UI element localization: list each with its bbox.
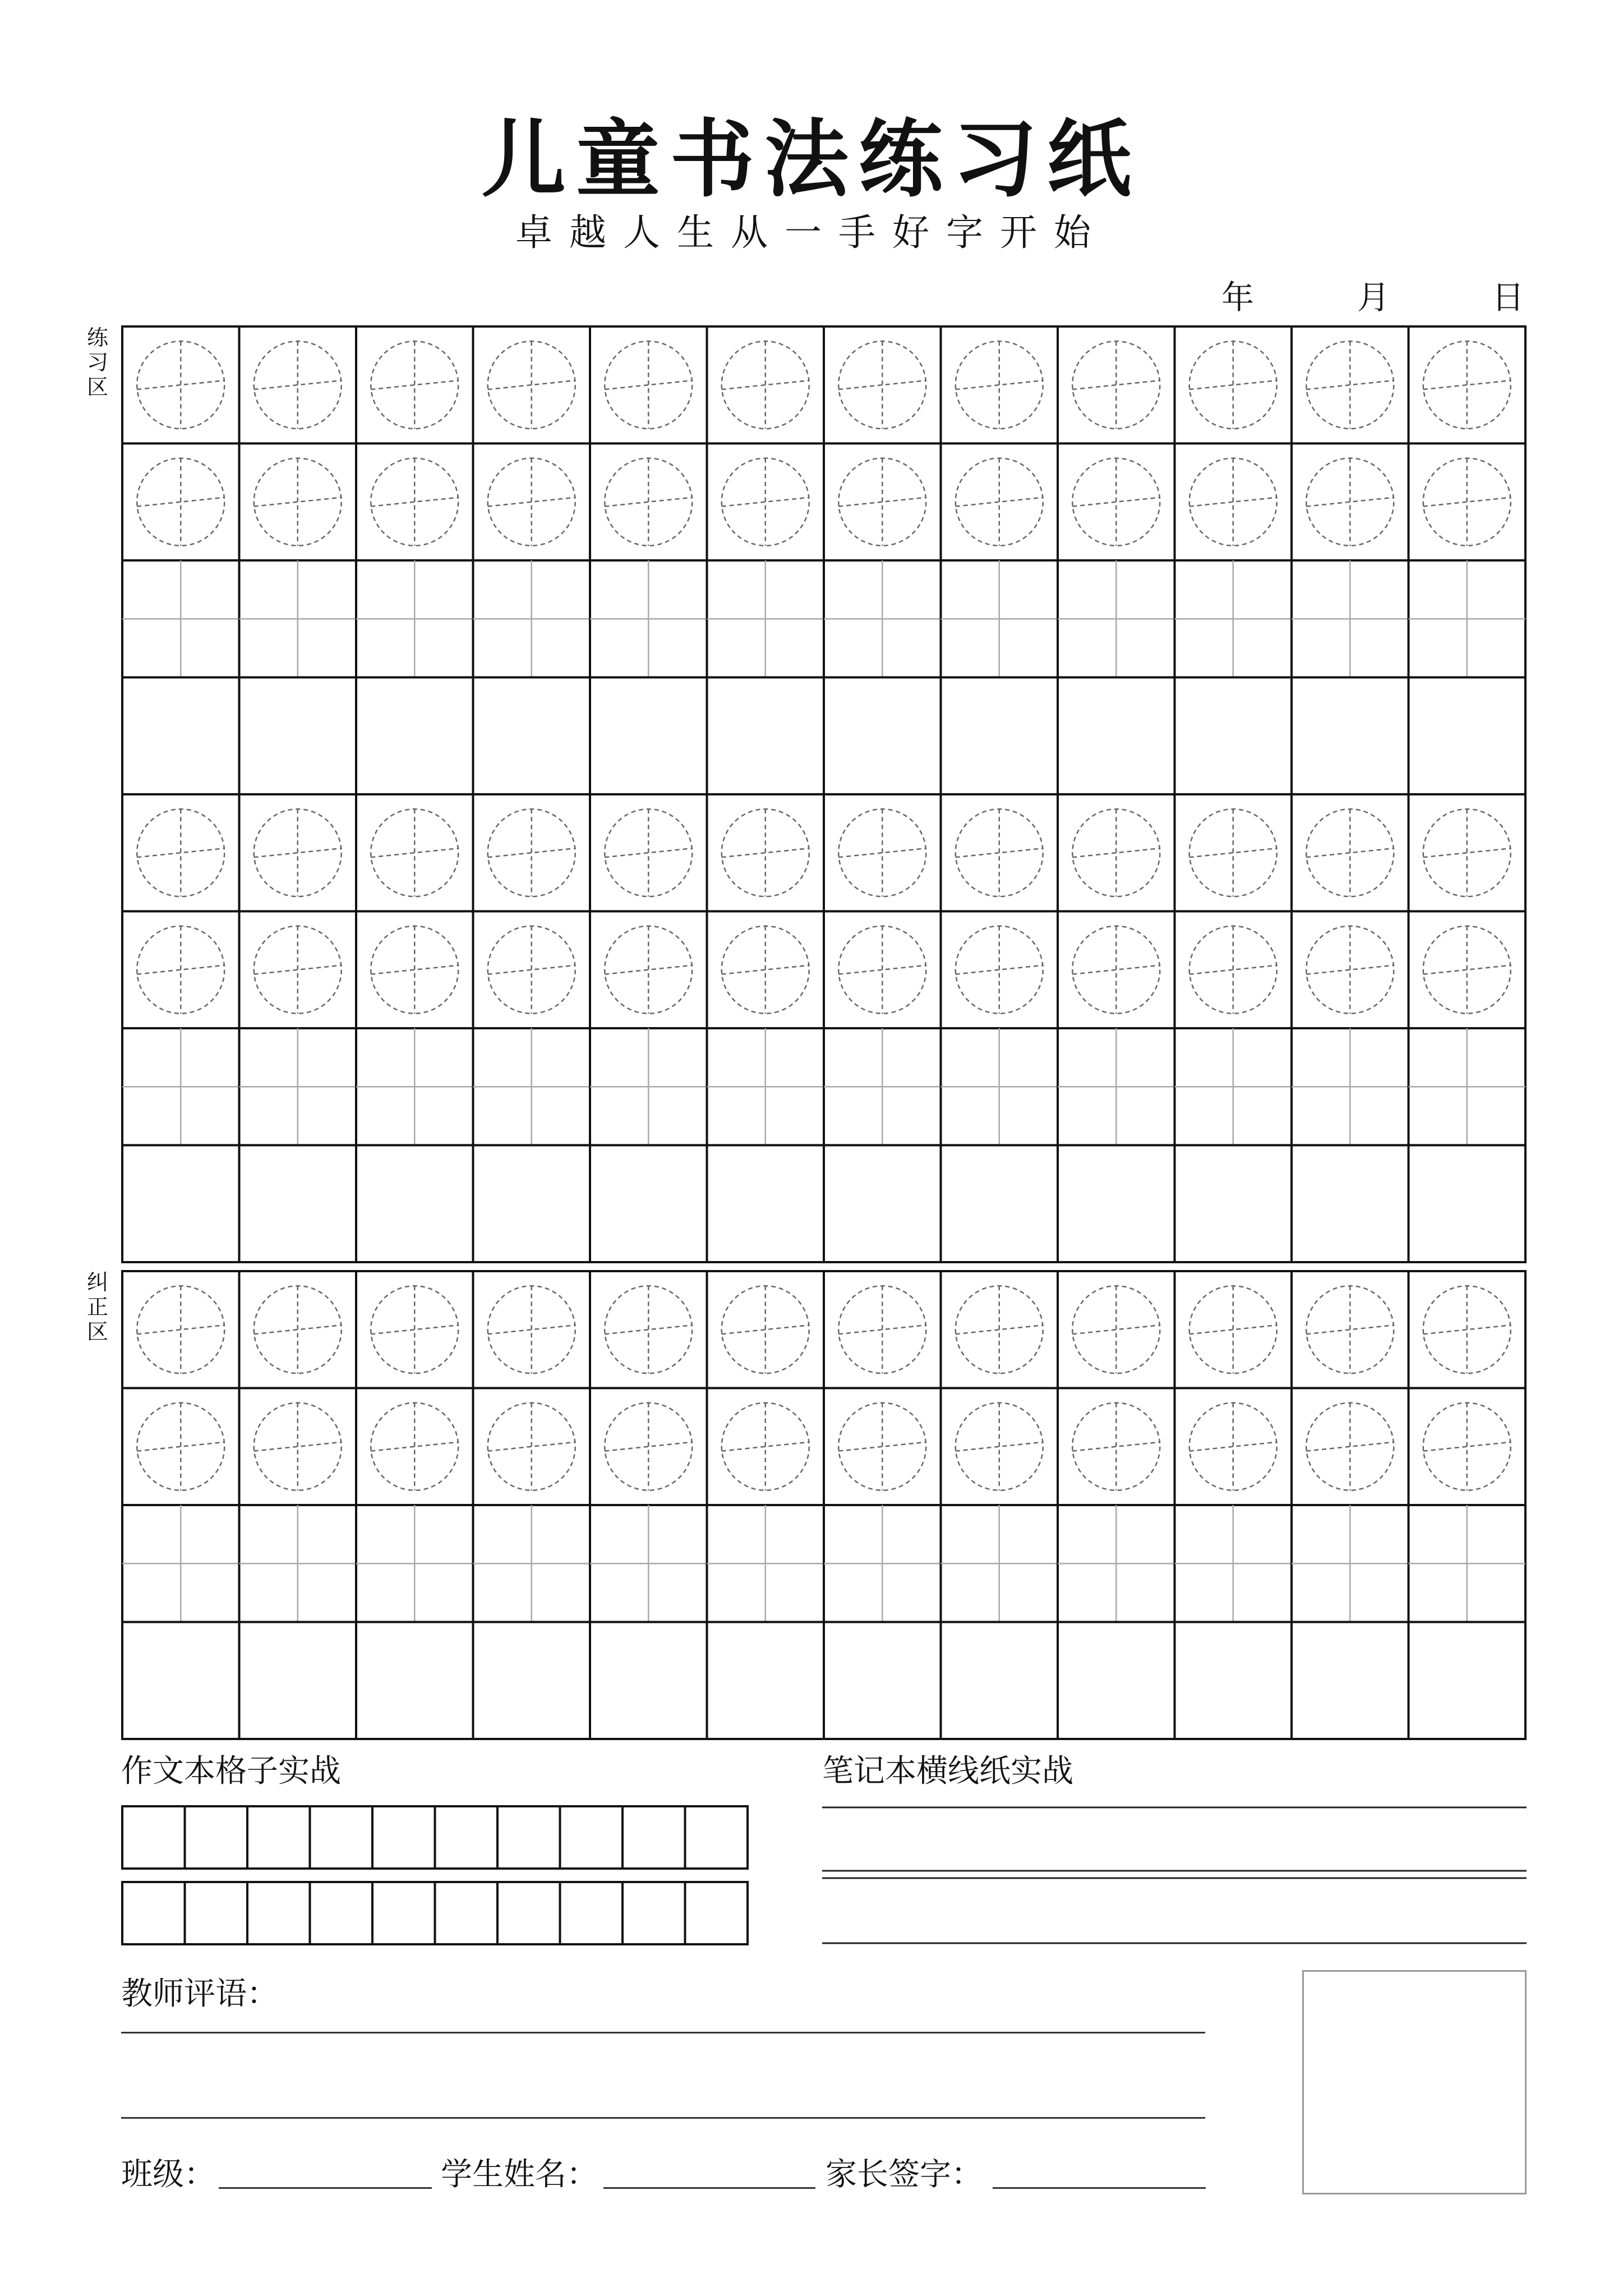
student-name-label: 学生姓名： [441,2156,598,2193]
composition-cell[interactable] [560,1806,623,1869]
correction-cell-blank[interactable] [707,1622,824,1740]
correction-cell-blank[interactable] [1409,1622,1526,1740]
practice-cell-blank[interactable] [941,678,1058,795]
teacher-comment-label: 教师评语： [121,1976,278,2012]
practice-cell-blank[interactable] [1292,678,1409,795]
practice-cell-blank[interactable] [707,1145,824,1263]
correction-cell-blank[interactable] [1292,1622,1409,1740]
parent-signature-label: 家长签字： [826,2156,983,2193]
composition-cell[interactable] [623,1882,685,1944]
composition-cell[interactable] [372,1806,435,1869]
stamp-box[interactable] [1302,1970,1527,2194]
composition-cell[interactable] [623,1806,685,1869]
composition-cell[interactable] [185,1806,248,1869]
practice-cell-blank[interactable] [590,1145,707,1263]
composition-cell[interactable] [560,1882,623,1944]
composition-cell[interactable] [247,1882,310,1944]
practice-cell-blank[interactable] [473,1145,591,1263]
composition-cell[interactable] [310,1882,373,1944]
composition-cell[interactable] [685,1806,748,1869]
practice-cell-blank[interactable] [1058,1145,1175,1263]
composition-cell[interactable] [685,1882,748,1944]
practice-cell-blank[interactable] [1409,678,1526,795]
correction-cell-blank[interactable] [1175,1622,1292,1740]
composition-cell[interactable] [435,1806,498,1869]
correction-cell-blank[interactable] [941,1622,1058,1740]
practice-cell-blank[interactable] [473,678,591,795]
notebook-lines-label: 笔记本横线纸实战 [822,1753,1073,1789]
practice-cell-blank[interactable] [824,678,941,795]
composition-cell[interactable] [122,1882,185,1944]
date-day-label: 日 [1492,278,1525,316]
practice-cell-blank[interactable] [590,678,707,795]
composition-cell[interactable] [185,1882,248,1944]
teacher-comment-line-1[interactable] [121,2032,1205,2033]
correction-cell-blank[interactable] [122,1622,239,1740]
practice-cell-blank[interactable] [356,678,473,795]
page-title: 儿童书法练习纸 [481,111,1141,209]
practice-cell-blank[interactable] [1058,678,1175,795]
date-month-label: 月 [1357,278,1390,316]
correction-cell-blank[interactable] [590,1622,707,1740]
correction-cell-blank[interactable] [1058,1622,1175,1740]
teacher-comment-line-2[interactable] [121,2117,1205,2119]
correction-area-label: 纠 正 区 [86,1270,108,1344]
composition-cell[interactable] [497,1882,560,1944]
practice-cell-blank[interactable] [707,678,824,795]
correction-cell-blank[interactable] [356,1622,473,1740]
practice-cell-blank[interactable] [824,1145,941,1263]
practice-area-label: 练 习 区 [86,325,108,399]
practice-cell-blank[interactable] [239,1145,357,1263]
composition-cell[interactable] [122,1806,185,1869]
correction-cell-blank[interactable] [473,1622,591,1740]
class-input-line[interactable] [219,2187,432,2189]
practice-cell-blank[interactable] [356,1145,473,1263]
composition-cell[interactable] [497,1806,560,1869]
composition-cell[interactable] [435,1882,498,1944]
practice-cell-blank[interactable] [122,1145,239,1263]
practice-cell-blank[interactable] [1409,1145,1526,1263]
page-subtitle: 卓越人生从一手好字开始 [515,211,1108,254]
composition-cell[interactable] [247,1806,310,1869]
student-name-input-line[interactable] [603,2187,815,2189]
practice-cell-blank[interactable] [941,1145,1058,1263]
composition-cell[interactable] [372,1882,435,1944]
parent-signature-input-line[interactable] [993,2187,1206,2189]
composition-cell[interactable] [310,1806,373,1869]
correction-cell-blank[interactable] [239,1622,357,1740]
practice-cell-blank[interactable] [1292,1145,1409,1263]
class-label: 班级： [121,2156,215,2193]
practice-cell-blank[interactable] [1175,678,1292,795]
practice-cell-blank[interactable] [1175,1145,1292,1263]
date-year-label: 年 [1221,278,1255,316]
practice-cell-blank[interactable] [122,678,239,795]
correction-cell-blank[interactable] [824,1622,941,1740]
practice-cell-blank[interactable] [239,678,357,795]
composition-grid-label: 作文本格子实战 [121,1753,341,1789]
